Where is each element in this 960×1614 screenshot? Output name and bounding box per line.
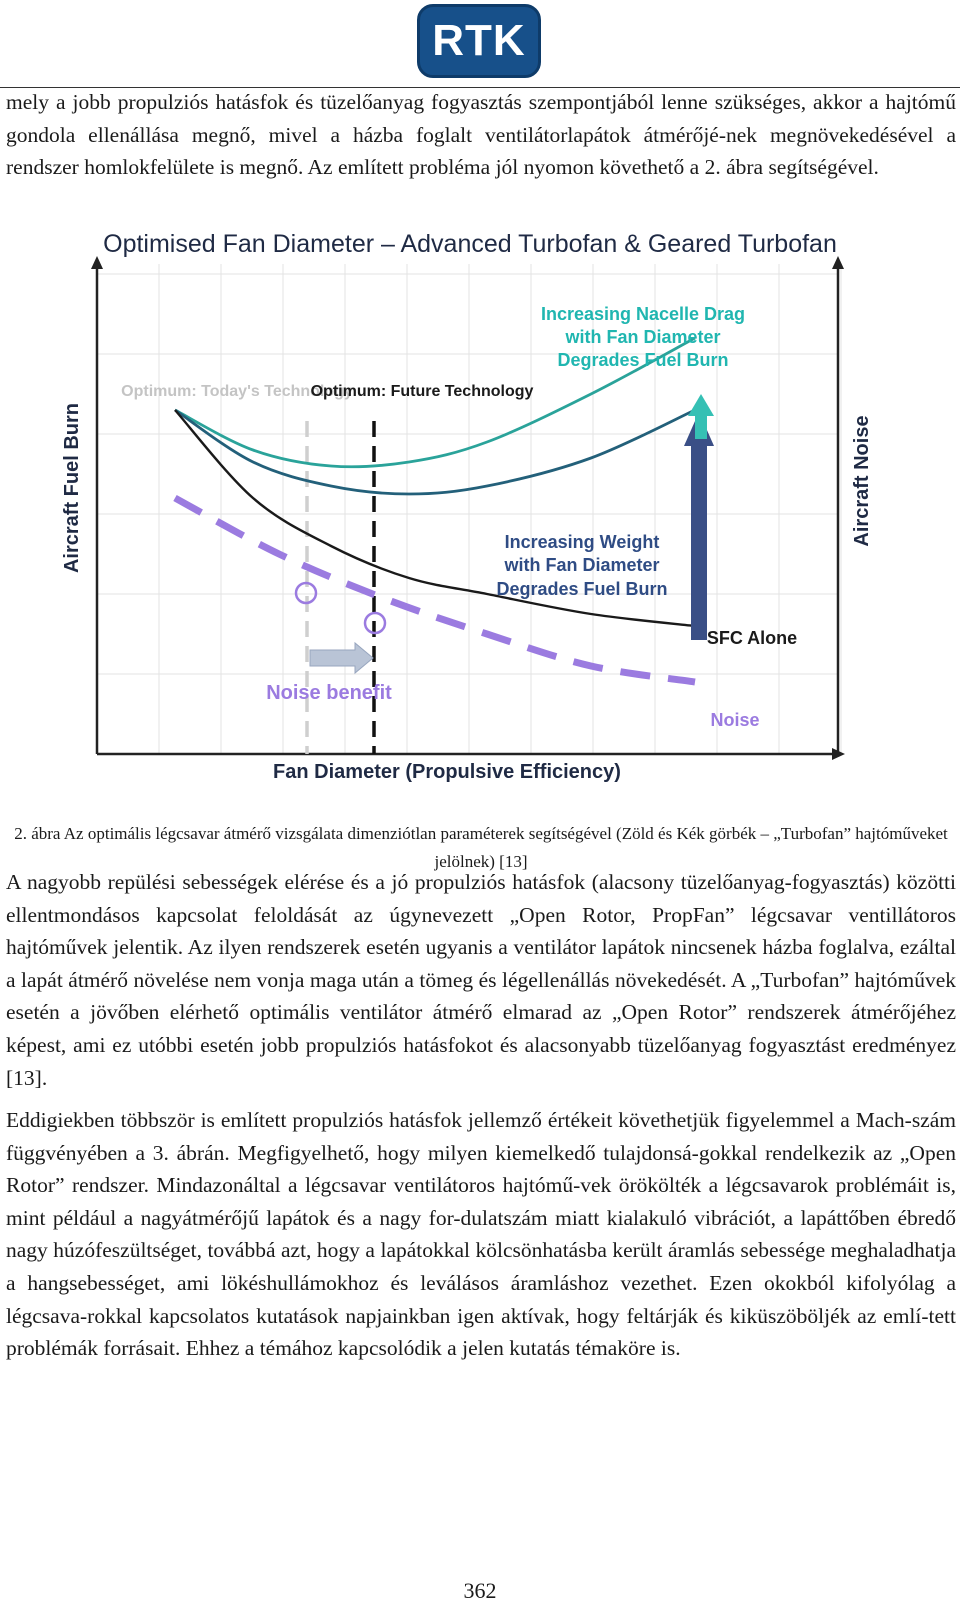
weight-line-2: with Fan Diameter: [504, 555, 660, 575]
sfc-alone-label: SFC Alone: [706, 628, 798, 648]
body-paragraph-1: A nagyobb repülési sebességek elérése és a jó propulziós hatásfok (alacsony tüzelőanyag-fogyasztás) közötti ellentmondásos kapcsolat feloldását az úgynevezett „Open Rotor, PropFan” légcsavar ventillátoros hajtóművek jelentik. Az ilyen rendszerek esetén ugyanis a ventilátor lapátok nincsenek házba foglalva, ezáltal a lapát átmérő növelése nem vonja maga után a tömeg és légellenállás növekedését. A „Turbofan” hajtóművek esetén a jövőben elérhető optimális ventilátor átmérő elmarad az „Open Rotor” rendszerek átmérőjéhez képest, ami ez utóbbi esetén jobb propulziós hatásfokot és alacsonyabb tüzelőanyag fogyasztást eredményez [13].: [6, 870, 956, 1090]
x-axis-label: Fan Diameter (Propulsive Efficiency): [273, 761, 621, 783]
nacelle-drag-line-3: Degrades Fuel Burn: [557, 350, 729, 370]
optimum-today-label: Optimum: Today's Technology: [121, 383, 353, 400]
weight-arrow-shaft: [691, 444, 707, 640]
figure-2: [0, 226, 960, 796]
nacelle-drag-line-1: Increasing Nacelle Drag: [540, 304, 746, 324]
y-axis-label-right: Aircraft Noise: [851, 415, 873, 547]
chart-title: Optimised Fan Diameter – Advanced Turbofan & Geared Turbofan: [103, 230, 837, 258]
noise-benefit-arrow: [310, 643, 373, 673]
y-axis-arrow-left: [91, 256, 103, 269]
nacelle-arrow-head: [688, 394, 714, 416]
y-axis-label-left: Aircraft Fuel Burn: [61, 402, 83, 574]
nacelle-drag-line-2: with Fan Diameter: [565, 327, 721, 347]
intro-paragraph: mely a jobb propulziós hatásfok és tüzelőanyag fogyasztás szempontjából lenne szükséges, akkor a hajtómű gondola ellenállása megnő, mivel a házba foglalt ventilátorlapátok átmérőjé-nek megnövekedésével a rendszer homlokfelülete is megnő. Az említett probléma jól nyomon követhető a 2. ábra segítségével.: [6, 90, 956, 180]
rtk-logo: [417, 4, 541, 78]
weight-line-3: Degrades Fuel Burn: [496, 579, 668, 599]
chart-axes: [91, 256, 845, 760]
logo-text: RTK: [432, 16, 526, 65]
weight-line-1: Increasing Weight: [504, 532, 660, 552]
noise-benefit-label: Noise benefit: [266, 682, 392, 704]
figure-caption: 2. ábra Az optimális légcsavar átmérő vizsgálata dimenziótlan paraméterek segítségével (Zöld és Kék görbék – „Turbofan” hajtóműveket jelölnek) [13]: [14, 824, 948, 871]
fan-diameter-chart: [0, 226, 960, 796]
series-line-blue: [175, 410, 695, 494]
body-paragraph-2: Eddigiekben többször is említett propulziós hatásfok jellemző értékeit követhetjük figyelemmel a Mach-szám függvényében a 3. ábrán. Megfigyelhető, hogy milyen kiemelkedő tulajdonsá-gokkal rendelkezik az „Open Rotor” rendszer. Mindazonáltal a légcsavar ventilátoros hajtómű-vek örökölték a légcsavarok problémáit is, mint például a nagyátmérőjű lapátok és a nagy for-dulatszám miatt kialakuló vibrációt, a lapáttőben ébredő nagy húzófeszültséget, továbbá azt, hogy a lapátokkal kölcsönhatásba került áramlás sebessége meghaladhatja a hangsebességet, ami lökéshullámokhoz és leválásos áramláshoz vezethet. Ezen okokból kifolyólag a légcsava-rokkal kapcsolatos kutatások napjainkban igen aktívak, hogy feltárják és kiküszöböljék az emlí-tett problémák forrásait. Ehhez a témához kapcsolódik a jelen kutatás témaköre is.: [6, 1108, 956, 1361]
noise-label: Noise: [710, 710, 760, 730]
nacelle-arrow-shaft: [695, 412, 707, 439]
optimum-future-label: Optimum: Future Technology: [310, 383, 534, 400]
page-number: 362: [463, 1578, 497, 1603]
chart-grid: [97, 264, 841, 754]
